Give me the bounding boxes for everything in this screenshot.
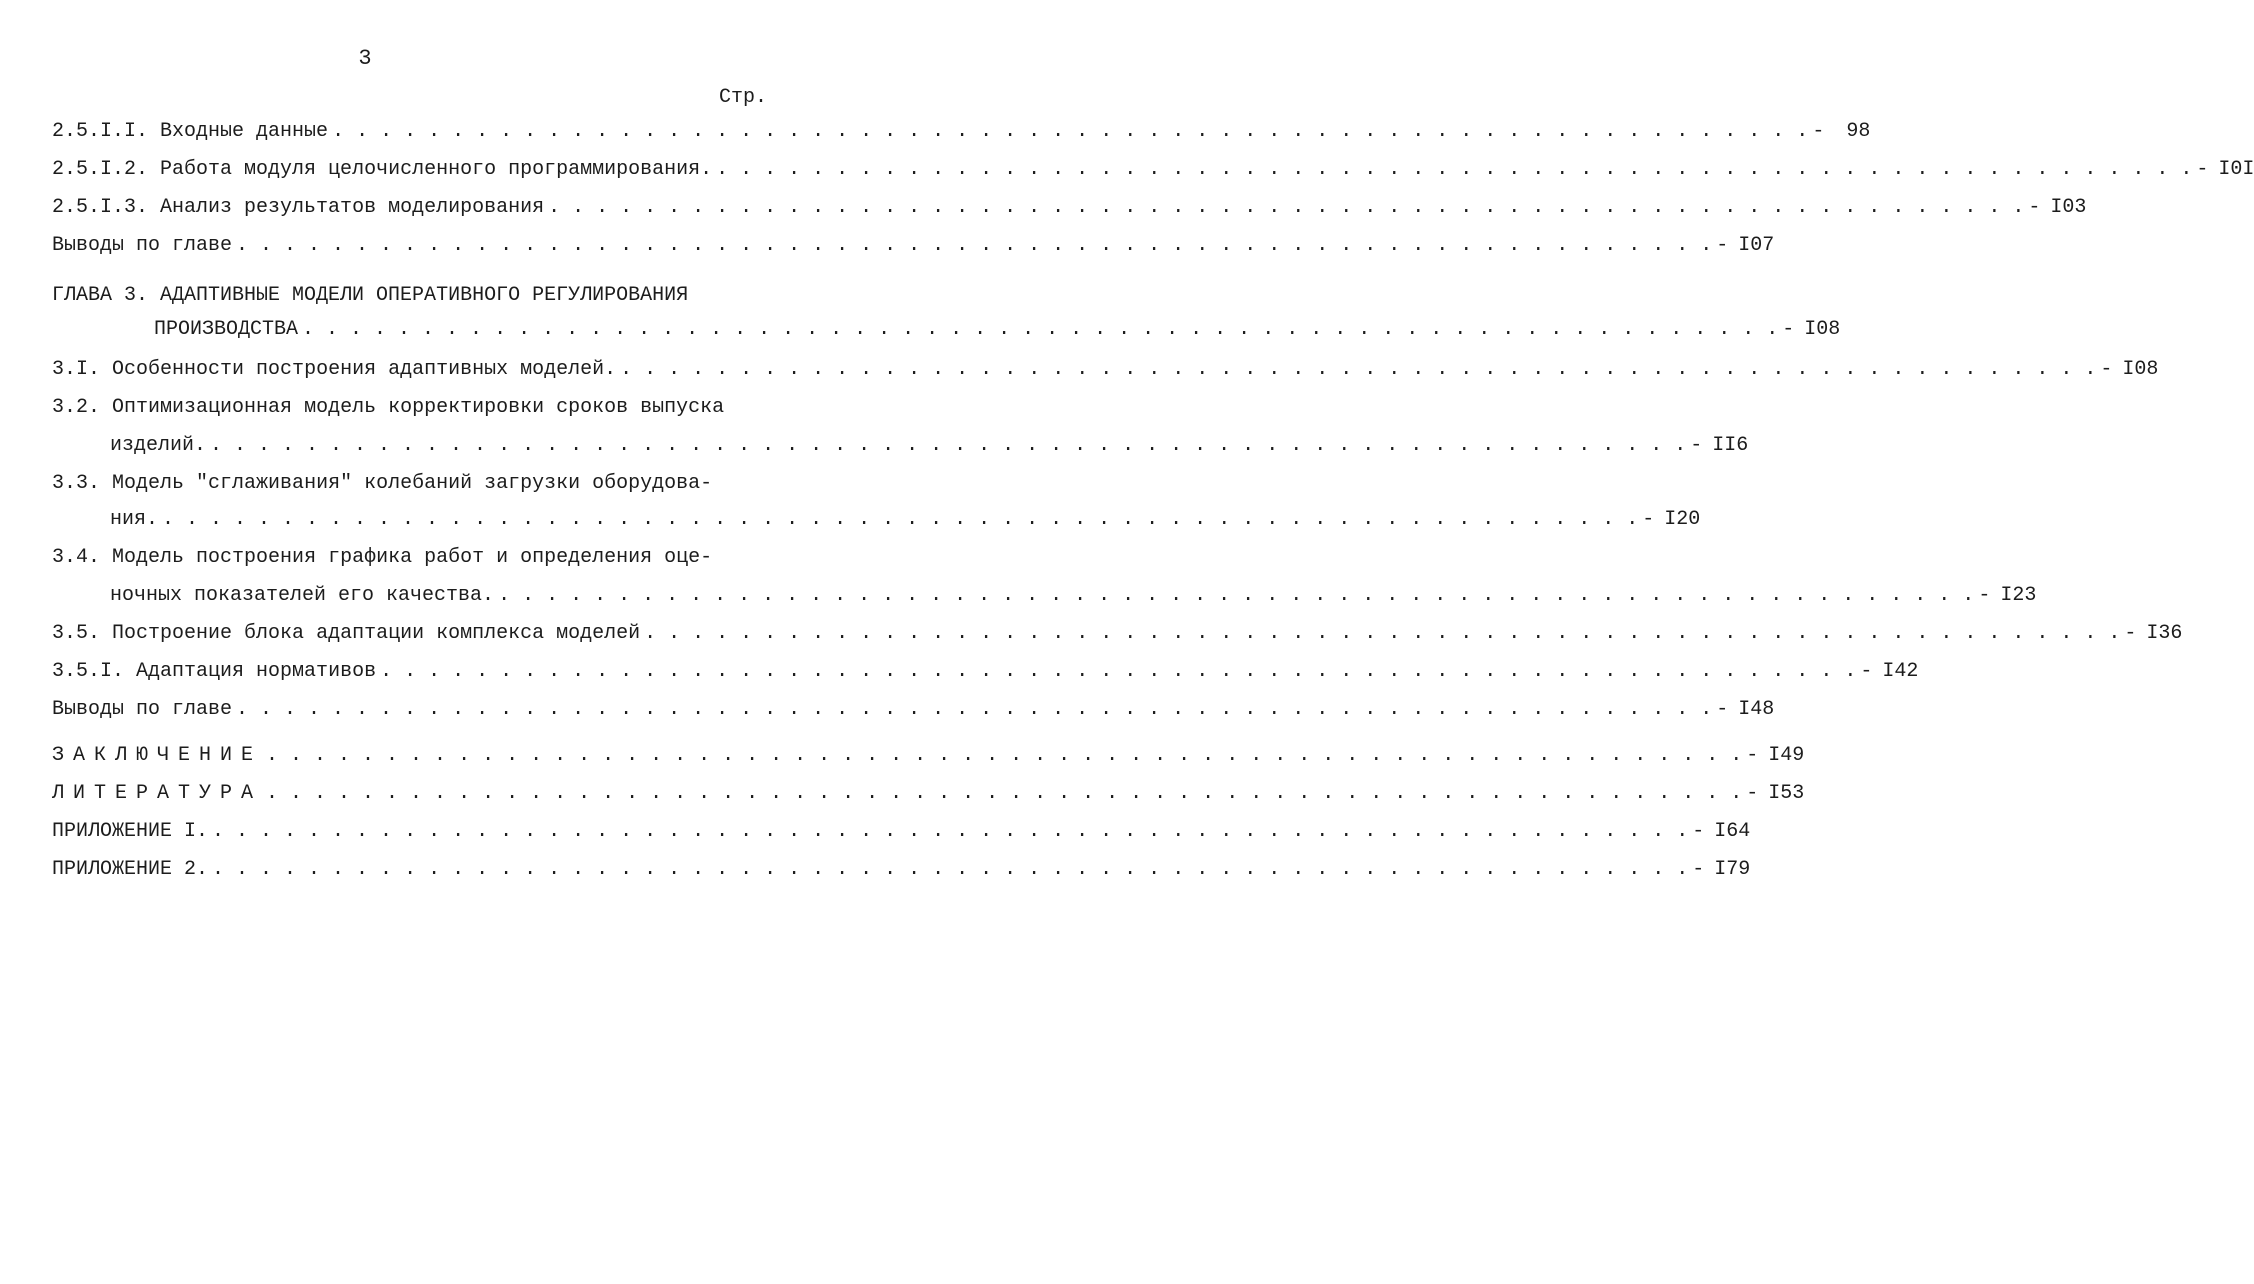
entry-title: ПРИЛОЖЕНИЕ I.	[52, 820, 209, 843]
dash: -	[1812, 120, 1825, 143]
dash: -	[1716, 698, 1729, 721]
entry-page: I07	[1738, 234, 1775, 257]
entry-title: ния.	[110, 508, 159, 531]
toc-entry-chapter-3[interactable]	[154, 318, 1841, 346]
entry-number: 3.3.	[52, 472, 101, 495]
entry-title: Модель построения графика работ и определения оце-	[112, 546, 713, 569]
dash: -	[1746, 744, 1759, 767]
entry-page: I64	[1714, 820, 1751, 843]
entry-number: 3.I.	[52, 358, 101, 381]
dot-leader	[210, 434, 1686, 457]
entry-number: 3.5.I.	[52, 660, 125, 683]
dash: -	[1692, 820, 1705, 843]
entry-page: I03	[2050, 196, 2087, 219]
entry-title: Анализ результатов моделирования	[160, 196, 545, 219]
entry-page: I20	[1664, 508, 1701, 531]
dash: -	[1978, 584, 1991, 607]
toc-entry-conclusion[interactable]	[52, 744, 1805, 772]
toc-entry-3-4[interactable]	[110, 584, 2037, 612]
entry-number: 3.2.	[52, 396, 101, 419]
entry-title: ЛИТЕРАТУРА	[52, 782, 263, 805]
entry-title: ЗАКЛЮЧЕНИЕ	[52, 744, 263, 767]
toc-entry-3-4-line1[interactable]	[52, 546, 712, 574]
dash: -	[2028, 196, 2041, 219]
toc-entry-3-3-line1[interactable]	[52, 472, 712, 500]
dash: -	[1692, 858, 1705, 881]
entry-page: I08	[1804, 318, 1841, 341]
toc-entry-appendix-1[interactable]	[52, 820, 1751, 848]
entry-page: I0I	[2218, 158, 2254, 181]
toc-entry-chapter3-conclusions[interactable]	[52, 698, 1775, 726]
entry-title: ПРОИЗВОДСТВА	[154, 318, 299, 341]
entry-title: Модель "сглаживания" колебаний загрузки оборудова-	[112, 472, 713, 495]
dash: -	[1746, 782, 1759, 805]
entry-title: ночных показателей его качества.	[110, 584, 495, 607]
entry-title: Оптимизационная модель корректировки сроков выпуска	[112, 396, 725, 419]
chapter-3-title[interactable]: ГЛАВА 3. АДАПТИВНЫЕ МОДЕЛИ ОПЕРАТИВНОГО РЕГУЛИРОВАНИЯ	[52, 284, 689, 307]
entry-title: ПРИЛОЖЕНИЕ 2.	[52, 858, 209, 881]
dash: -	[2100, 358, 2113, 381]
entry-page: 98	[1846, 120, 1871, 143]
toc-entry-2-5-1-3[interactable]	[52, 196, 2087, 224]
entry-number: 3.5.	[52, 622, 101, 645]
entry-title: Особенности построения адаптивных моделей.	[112, 358, 617, 381]
toc-entry-3-2-line1[interactable]	[52, 396, 724, 424]
dash: -	[1716, 234, 1729, 257]
toc-entry-3-5-1[interactable]	[52, 660, 1919, 688]
toc-entry-2-5-1-2[interactable]	[52, 158, 2254, 186]
dot-leader	[236, 698, 1712, 721]
dot-leader	[266, 744, 1742, 767]
entry-title: Построение блока адаптации комплекса моделей	[112, 622, 641, 645]
entry-number: 3.4.	[52, 546, 101, 569]
entry-number: 2.5.I.3.	[52, 196, 149, 219]
entry-number: 2.5.I.2.	[52, 158, 149, 181]
entry-page: I42	[1882, 660, 1919, 683]
entry-title: Работа модуля целочисленного программирования.	[160, 158, 713, 181]
toc-entry-3-1[interactable]	[52, 358, 2159, 386]
entry-page: I53	[1768, 782, 1805, 805]
dash: -	[1642, 508, 1655, 531]
entry-title: изделий.	[110, 434, 207, 457]
entry-page: I79	[1714, 858, 1751, 881]
entry-page: I23	[2000, 584, 2037, 607]
toc-entry-chapter2-conclusions[interactable]	[52, 234, 1775, 262]
dash: -	[1782, 318, 1795, 341]
page-number: 3	[358, 46, 372, 71]
entry-page: II6	[1712, 434, 1749, 457]
dot-leader	[212, 820, 1688, 843]
dot-leader	[332, 120, 1808, 143]
entry-page: I48	[1738, 698, 1775, 721]
dash: -	[1860, 660, 1873, 683]
entry-page: I49	[1768, 744, 1805, 767]
entry-number: 2.5.I.I.	[52, 120, 149, 143]
dot-leader	[620, 358, 2096, 381]
toc-entry-appendix-2[interactable]	[52, 858, 1751, 886]
entry-title: Выводы по главе	[52, 234, 233, 257]
dot-leader	[212, 858, 1688, 881]
dot-leader	[498, 584, 1974, 607]
dot-leader	[162, 508, 1638, 531]
dot-leader	[380, 660, 1856, 683]
dash: -	[2124, 622, 2137, 645]
dot-leader	[548, 196, 2024, 219]
toc-entry-3-5[interactable]	[52, 622, 2183, 650]
entry-title: Адаптация нормативов	[136, 660, 377, 683]
dash: -	[1690, 434, 1703, 457]
entry-title: Выводы по главе	[52, 698, 233, 721]
dash: -	[2196, 158, 2209, 181]
toc-entry-literature[interactable]	[52, 782, 1805, 810]
dot-leader	[266, 782, 1742, 805]
entry-page: I36	[2146, 622, 2183, 645]
entry-title: Входные данные	[160, 120, 329, 143]
entry-page: I08	[2122, 358, 2159, 381]
dot-leader	[716, 158, 2192, 181]
toc-entry-3-3[interactable]	[110, 508, 1701, 536]
dot-leader	[302, 318, 1778, 341]
dot-leader	[644, 622, 2120, 645]
toc-entry-2-5-1-1[interactable]	[52, 120, 1871, 148]
dot-leader	[236, 234, 1712, 257]
toc-entry-3-2[interactable]	[110, 434, 1749, 462]
page-column-header: Стр.	[718, 86, 767, 109]
